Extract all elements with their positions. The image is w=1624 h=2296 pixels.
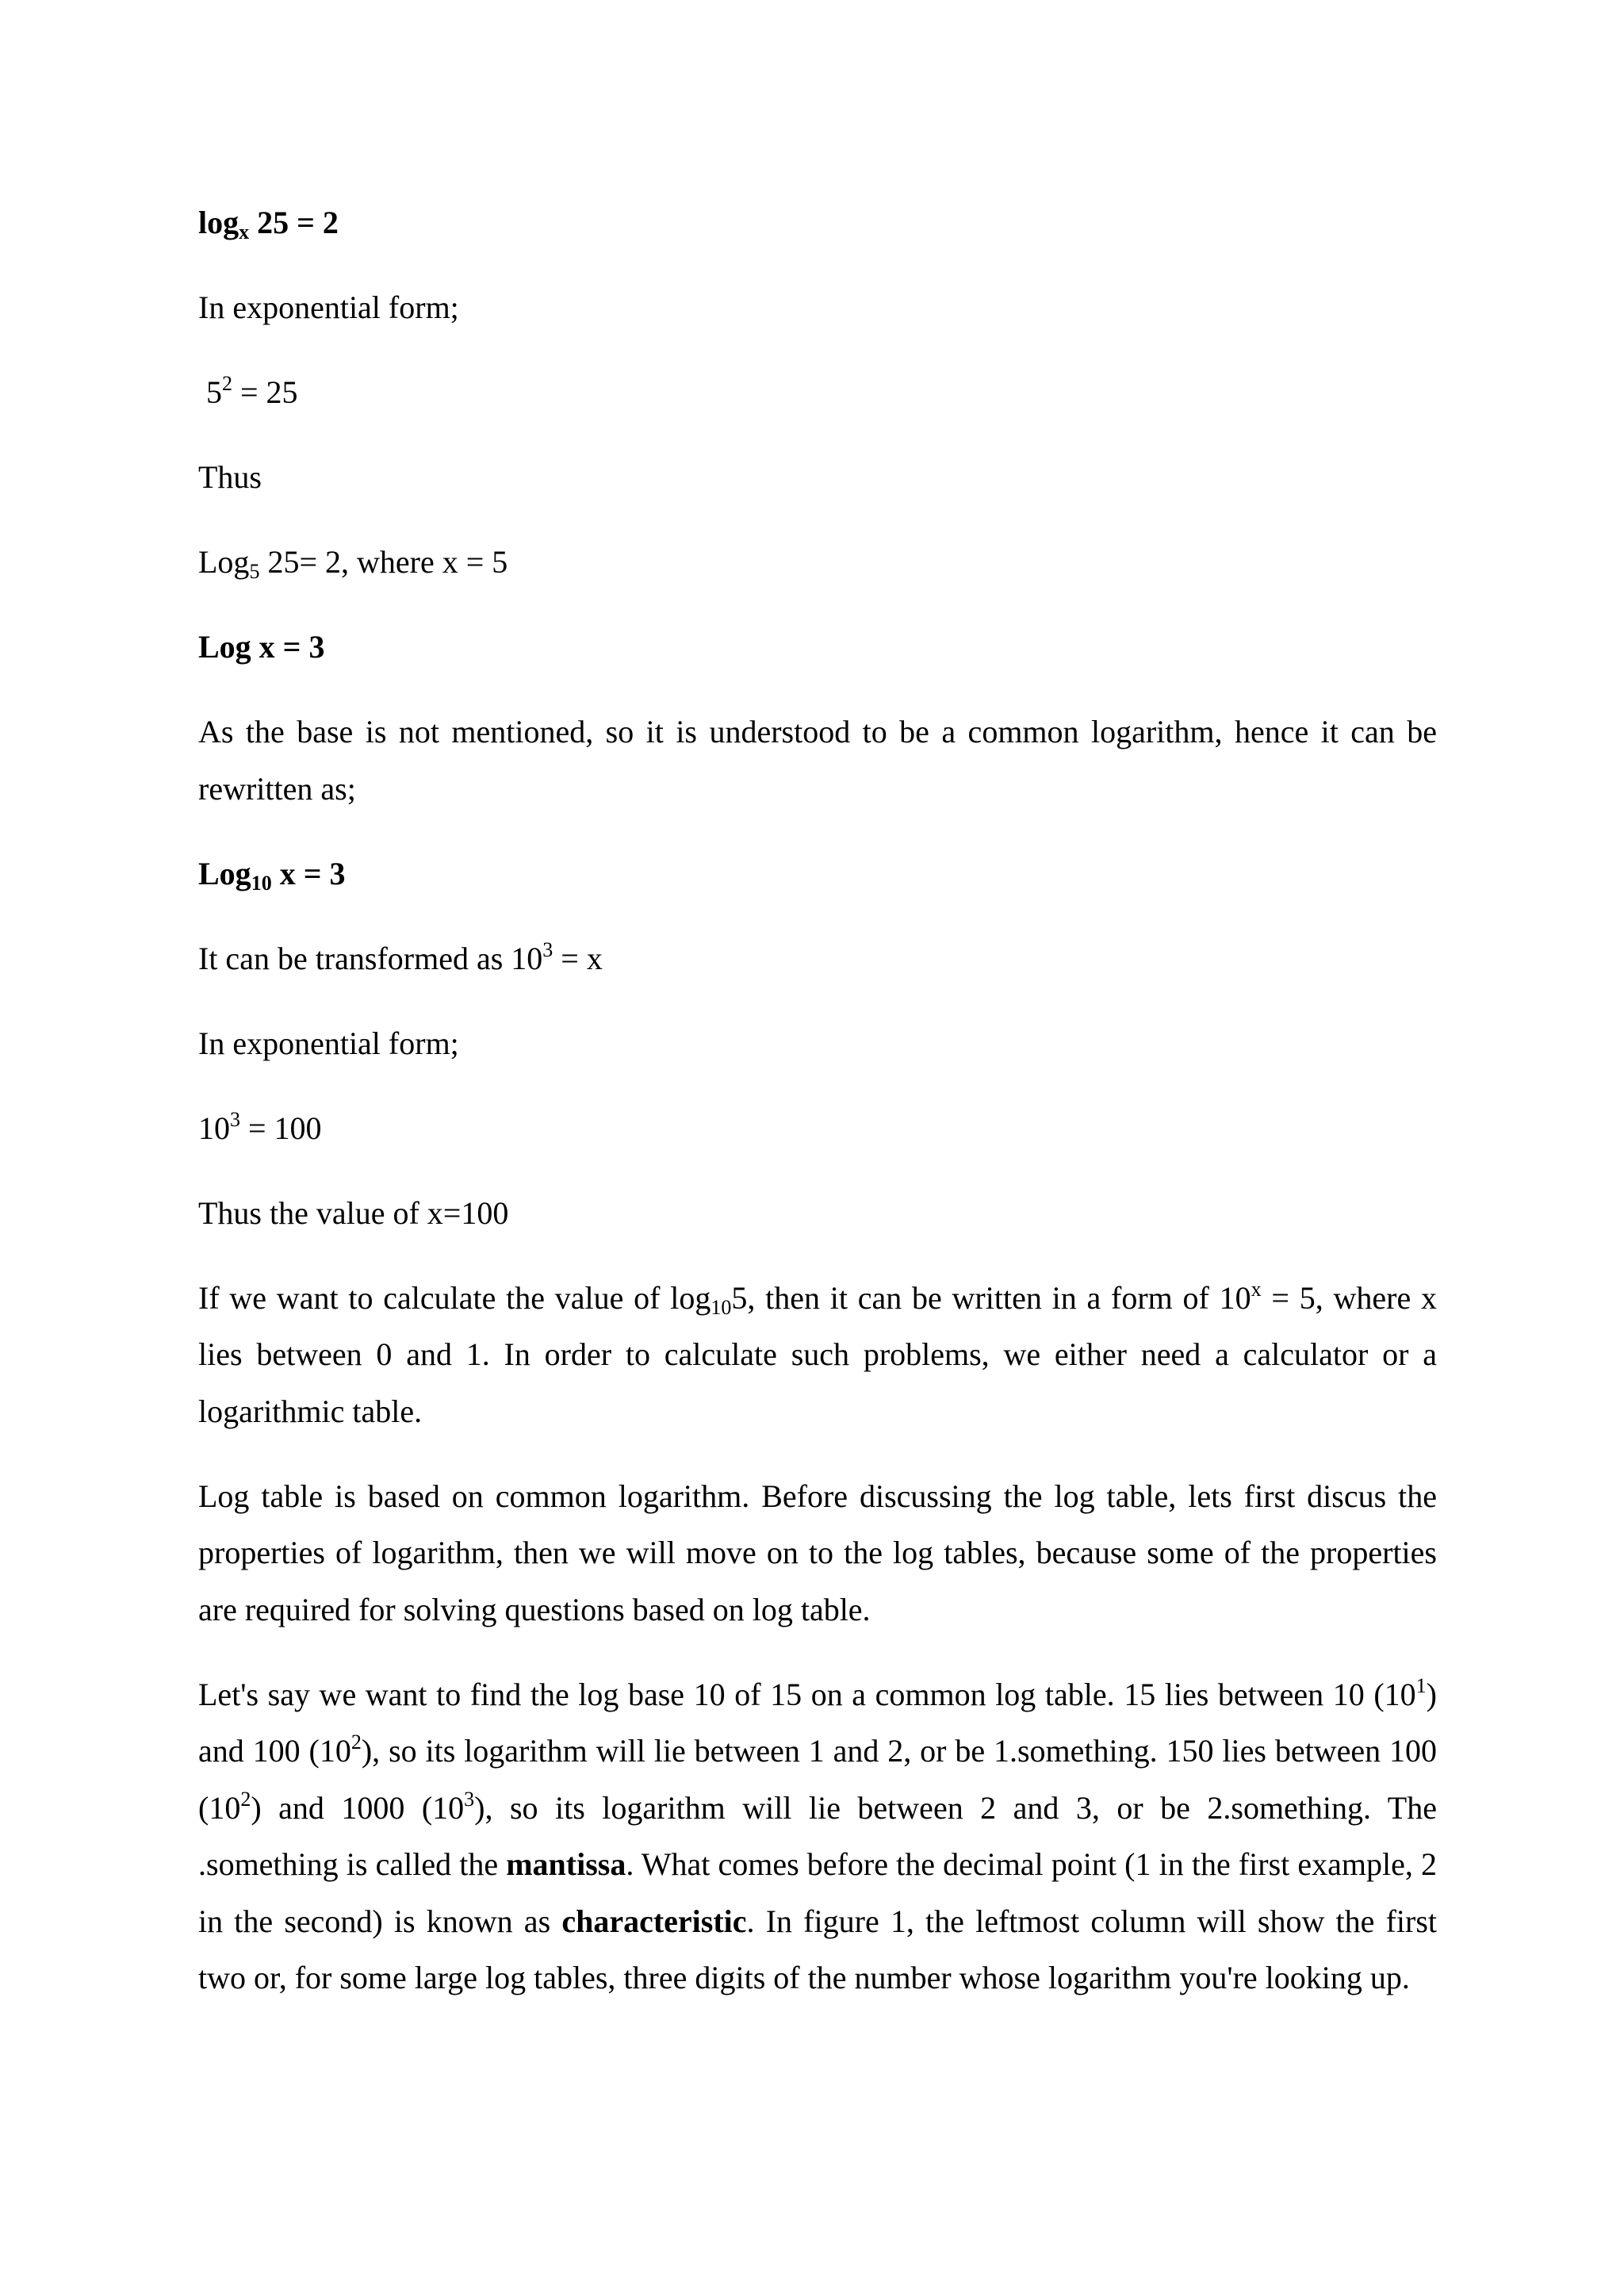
term-mantissa: mantissa	[506, 1846, 626, 1882]
equation-5-squared: $5^2 = 25$	[206, 372, 298, 410]
term-characteristic: characteristic	[561, 1903, 747, 1939]
value-of-x-line: Thus the value of x=100	[198, 1194, 509, 1231]
paragraph-example: Let's say we want to find the log base 10 of 15 on a common log table. 15 lies between 10 $(10^1)$ and 100 $(10^2)$, so its logarithm will lie between 1 and 2, or be 1.something. 150 lies between 100 $(10^2)$ and 1000 $(10^3)$, so its logarithm will lie between 2 and 3, or be 2.something. The .something is called the mantissa. What comes before the decimal point (1 in the first example, 2 in the second) is known as characteristic. In figure 1, the leftmost column will show the first two or, for some large log tables, three digits of the number whose logarithm you're looking up.	[198, 1673, 1438, 1995]
equation-10-cubed: $10^3 = 100$	[198, 1107, 322, 1146]
document-body	[198, 194, 1437, 2034]
thus-label: Thus	[198, 459, 262, 495]
equation-log10-x-3: Log$_{10}$ x = 3	[198, 855, 346, 895]
exponential-form-label-2: In exponential form;	[198, 1025, 459, 1061]
paragraph-log-table: Log table is based on common logarithm. Before discussing the log table, lets first discus the properties of logarithm, then we will move on to the log tables, because some of the properties are required for solving questions based on log table.	[198, 1478, 1437, 1627]
equation-log5-25: Log$_5$ 25= 2, where x = 5	[198, 544, 508, 583]
equation-log-x-25: $\log_x 25 = 2$	[198, 205, 339, 243]
exponential-form-label-1: In exponential form;	[198, 289, 459, 325]
transform-line: It can be transformed as $10^3 = x$	[198, 937, 603, 976]
equation-log-x-3: Log x = 3	[198, 629, 325, 665]
paragraph-calculate-log: If we want to calculate the value of $\log_{10}5$, then it can be written in a form of $10^x = 5$, where x lies between 0 and 1. In order to calculate such problems, we either need a calculator or a logarithmic table.	[198, 1277, 1437, 1429]
paragraph-common-logarithm: As the base is not mentioned, so it is understood to be a common logarithm, hence it can be rewritten as;	[198, 714, 1437, 807]
